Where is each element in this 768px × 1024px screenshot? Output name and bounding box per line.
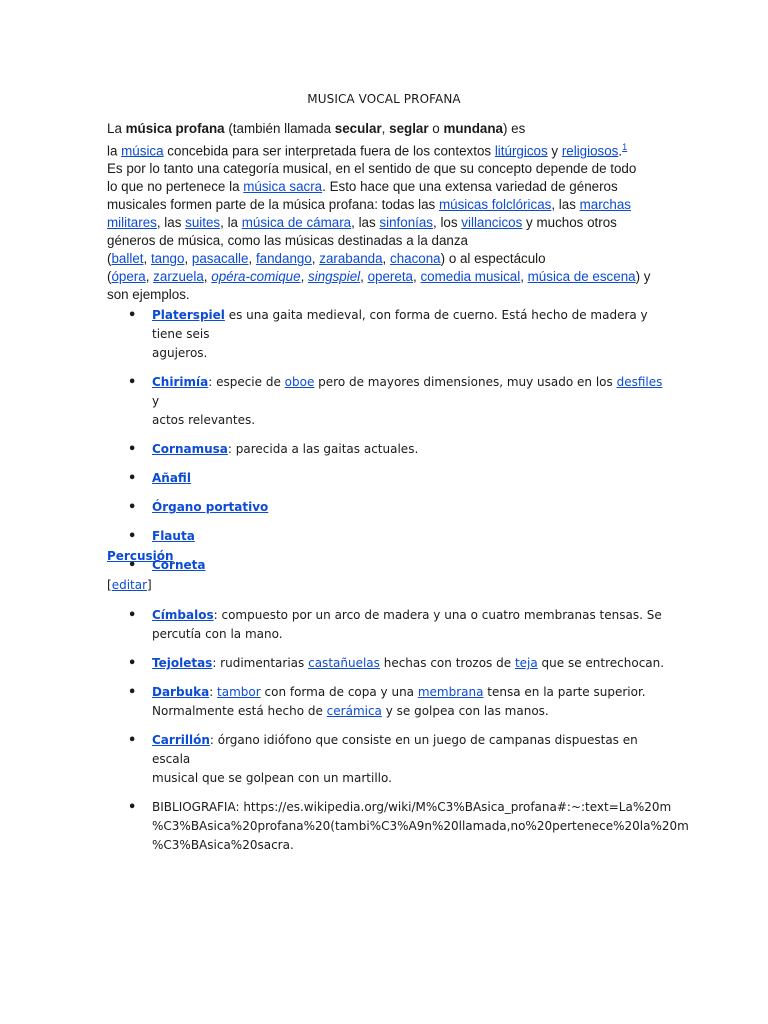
link-anafil[interactable]: Añafil — [152, 471, 191, 485]
link-desfiles[interactable]: desfiles — [616, 375, 663, 389]
intro-paragraph: La música profana (también llamada secular, seglar o mundana) es la música concebida para ser interpretada fuera de los contextos litúrgicos y religiosos.$^1$ Es por lo tanto una categoría musical, en el sentido de que su concepto depende de todo lo que no pertenece la música sacra. Esto hace que una extensa variedad de géneros musicales formen parte de la música profana: todas las músicas folclóricas, las marchas militares, las suites, la música de cámara, las sinfonías, los villancicos y muchos otros géneros de música, como las músicas destinadas a la danza (ballet, tango, pasacalle, fandango, zarabanda, chacona) o al espectáculo (ópera, zarzuela, opéra-comique, singspiel, opereta, comedia musical, música de escena) y son ejemplos. — [107, 120, 667, 304]
link-musica-sacra[interactable]: música sacra — [243, 179, 323, 195]
list-item — [107, 498, 667, 517]
link-flauta[interactable]: Flauta — [152, 529, 195, 543]
link-religiosos[interactable]: religiosos — [561, 143, 619, 159]
link-musicas-folcloricas[interactable]: músicas folclóricas — [438, 197, 552, 213]
list-item: • Chirimía: especie de oboe pero de mayores dimensiones, muy usado en los desfiles y actos relevantes. — [107, 373, 667, 430]
term-secular: secular — [334, 121, 382, 136]
link-cimbalos[interactable]: Címbalos — [152, 608, 214, 622]
link-percusion[interactable]: Percusión — [107, 549, 174, 563]
term-mundana: mundana — [443, 121, 503, 136]
bibliography-line: %C3%BAsica%20profana%20(tambi%C3%A9n%20llamada,no%20pertenece%20la%20m — [152, 819, 689, 833]
link-chacona[interactable]: chacona — [390, 251, 441, 267]
link-sinfonias[interactable]: sinfonías — [379, 215, 434, 231]
section-heading — [107, 547, 174, 566]
link-opereta[interactable]: opereta — [367, 269, 414, 285]
link-musica-de-escena[interactable]: música de escena — [527, 269, 636, 285]
list-item: • Darbuka: tambor con forma de copa y una membrana tensa en la parte superior. Normalmente está hecho de cerámica y se golpea con las manos. — [107, 683, 667, 721]
list-item — [107, 527, 667, 546]
link-tango[interactable]: tango — [150, 251, 185, 267]
link-ballet[interactable]: ballet — [111, 251, 144, 267]
intro-line: son ejemplos. — [107, 287, 190, 303]
edit-section: [editar] — [107, 578, 152, 592]
list-item: • Platerspiel es una gaita medieval, con forma de cuerno. Está hecho de madera y tiene seis agujeros. — [107, 306, 667, 363]
link-carrillon[interactable]: Carrillón — [152, 733, 210, 747]
bibliography-line: • BIBLIOGRAFIA: https://es.wikipedia.org/wiki/M%C3%BAsica_profana#:~:text=La%20m — [152, 800, 672, 814]
link-marchas-militares-cont[interactable]: militares — [107, 215, 157, 231]
link-suites[interactable]: suites — [185, 215, 221, 231]
intro-line: géneros de música, como las músicas destinadas a la danza — [107, 233, 468, 249]
link-corneta[interactable]: Corneta — [152, 558, 206, 572]
link-ceramica[interactable]: cerámica — [326, 704, 382, 718]
list-item: • Carrillón: órgano idiófono que consiste en un juego de campanas dispuestas en escala musical que se golpean con un martillo. — [107, 731, 667, 788]
link-musica-de-camara[interactable]: música de cámara — [241, 215, 352, 231]
link-chirimia[interactable]: Chirimía — [152, 375, 209, 389]
link-fandango[interactable]: fandango — [255, 251, 312, 267]
intro-line: Es por lo tanto una categoría musical, en el sentido de que su concepto depende de todo — [107, 161, 637, 177]
link-tejoletas[interactable]: Tejoletas — [152, 656, 213, 670]
link-platerspiel[interactable]: Platerspiel — [152, 308, 225, 322]
link-cornamusa[interactable]: Cornamusa — [152, 442, 228, 456]
link-zarzuela[interactable]: zarzuela — [153, 269, 204, 285]
link-marchas-militares[interactable]: marchas — [579, 197, 631, 213]
link-castanuelas[interactable]: castañuelas — [308, 656, 380, 670]
link-darbuka[interactable]: Darbuka — [152, 685, 210, 699]
bibliography-item — [107, 798, 689, 855]
link-opera[interactable]: ópera — [111, 269, 146, 285]
wind-instruments-list — [107, 306, 667, 575]
link-pasacalle[interactable]: pasacalle — [191, 251, 249, 267]
link-musica[interactable]: música — [121, 143, 164, 159]
link-teja[interactable]: teja — [514, 656, 538, 670]
list-item — [107, 556, 667, 575]
link-singspiel[interactable]: singspiel — [308, 269, 361, 285]
list-item: • Címbalos: compuesto por un arco de madera y una o cuatro membranas tensas. Se percutía con la mano. — [107, 606, 667, 644]
page-title: MUSICA VOCAL PROFANA — [307, 92, 461, 106]
link-liturgicos[interactable]: litúrgicos — [494, 143, 548, 159]
term-seglar: seglar — [389, 121, 429, 136]
link-opera-comique[interactable]: opéra-comique — [211, 269, 301, 285]
percussion-list — [107, 606, 689, 855]
link-zarabanda[interactable]: zarabanda — [319, 251, 383, 267]
edit-link[interactable]: editar — [111, 578, 148, 592]
footnote-link[interactable]: 1 — [622, 142, 628, 152]
list-item — [107, 469, 667, 488]
link-organo-portativo[interactable]: Órgano portativo — [152, 500, 269, 514]
link-comedia-musical[interactable]: comedia musical — [420, 269, 521, 285]
link-tambor[interactable]: tambor — [217, 685, 261, 699]
link-oboe[interactable]: oboe — [284, 375, 315, 389]
list-item: • Tejoletas: rudimentarias castañuelas hechas con trozos de teja que se entrechocan. — [107, 654, 667, 673]
list-item: • Cornamusa: parecida a las gaitas actuales. — [107, 440, 667, 459]
link-membrana[interactable]: membrana — [417, 685, 484, 699]
term-musica-profana: música profana — [125, 121, 225, 136]
bibliography-line: %C3%BAsica%20sacra. — [152, 838, 294, 852]
link-villancicos[interactable]: villancicos — [461, 215, 523, 231]
